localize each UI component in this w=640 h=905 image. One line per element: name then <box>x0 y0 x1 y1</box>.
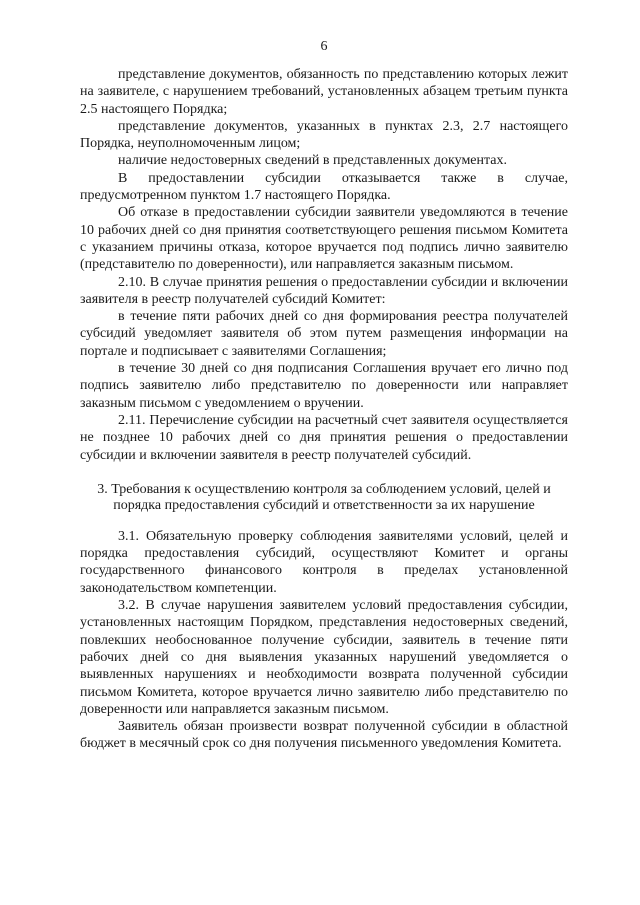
paragraph: В предоставлении субсидии отказывается также в случае, предусмотренном пунктом 1.7 настоящего Порядка. <box>80 170 568 204</box>
paragraph: 3.2. В случае нарушения заявителем условий предоставления субсидии, установленных настоящим Порядком, представления недостоверных сведений, повлекших необоснованное получение субсидии, заявитель в течение пяти рабочих дней со дня выявления указанных нарушений уведомляется о выявленных нарушениях и необходимости возврата полученной субсидии письмом Комитета, которое вручается лично заявителю либо представителю по доверенности или направляется заказным письмом. <box>80 598 568 717</box>
document-page <box>80 38 568 753</box>
paragraph: 2.11. Перечисление субсидии на расчетный счет заявителя осуществляется не позднее 10 рабочих дней со дня принятия решения о предоставлении субсидии и включении заявителя в реестр получателей субсидий. <box>80 412 568 463</box>
paragraph: 3.1. Обязательную проверку соблюдения заявителями условий, целей и порядка предоставления субсидий, осуществляют Комитет и органы государственного финансового контроля в пределах установленной законодательством компетенции. <box>80 528 568 596</box>
page-number: 6 <box>320 39 328 54</box>
paragraph: наличие недостоверных сведений в представленных документах. <box>118 153 508 169</box>
paragraph: Заявитель обязан произвести возврат полученной субсидии в областной бюджет в месячный срок со дня получения письменного уведомления Комитета. <box>80 719 568 752</box>
paragraph: представление документов, указанных в пунктах 2.3, 2.7 настоящего Порядка, неуполномоченным лицом; <box>80 118 568 152</box>
paragraph: в течение 30 дней со дня подписания Соглашения вручает его лично под подпись заявителю либо представителю по доверенности или направляет заказным письмом с уведомлением о вручении. <box>80 361 568 411</box>
paragraph: Об отказе в предоставлении субсидии заявители уведомляются в течение 10 рабочих дней со дня принятия соответствующего решения письмом Комитета с указанием причины отказа, которое вручается под подпись лично заявителю (представителю по доверенности), или направляется заказным письмом. <box>80 205 568 273</box>
section-heading: 3. Требования к осуществлению контроля за соблюдением условий, целей и порядка предоставления субсидий и ответственности за их нарушение <box>97 481 551 513</box>
paragraph: представление документов, обязанность по представлению которых лежит на заявителе, с нарушением требований, установленных абзацем третьим пункта 2.5 настоящего Порядка; <box>80 67 568 117</box>
paragraph: 2.10. В случае принятия решения о предоставлении субсидии и включении заявителя в реестр получателей субсидий Комитет: <box>80 274 568 307</box>
paragraph: в течение пяти рабочих дней со дня формирования реестра получателей субсидий уведомляет заявителя об этом путем размещения информации на портале и подписывает с заявителями Соглашения; <box>80 309 568 359</box>
